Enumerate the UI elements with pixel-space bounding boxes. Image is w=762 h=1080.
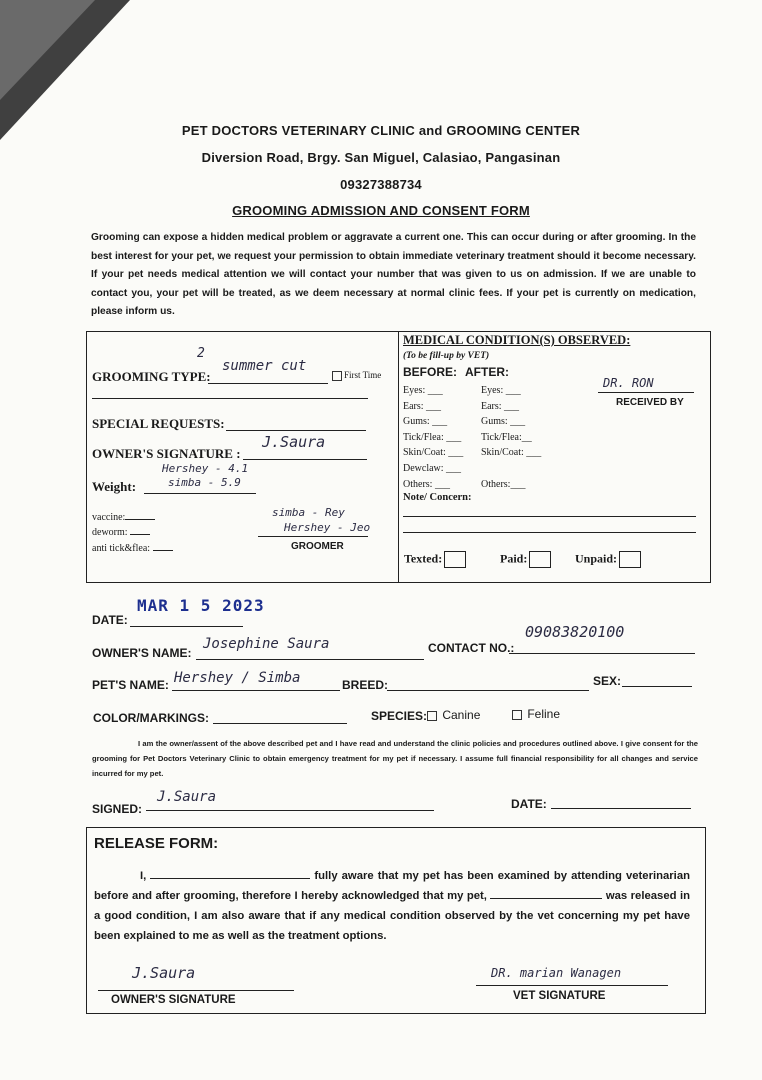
before-tick-label: Tick/Flea: xyxy=(403,431,444,443)
owner-release-signature: J.Saura xyxy=(132,964,196,982)
feline-label: Feline xyxy=(527,707,561,721)
before-items: Eyes: ___ Ears: ___ Gums: ___ Tick/Flea: ___ Skin/Coat: ___ Dewclaw: ___ Others: ___ xyxy=(403,385,464,490)
antitick-field xyxy=(92,543,173,554)
clinic-name: PET DOCTORS VETERINARY CLINIC and GROOMING CENTER xyxy=(181,123,581,138)
received-by-line xyxy=(598,392,694,393)
after-eyes-label: Eyes: xyxy=(481,385,504,396)
note-line-1 xyxy=(403,516,696,517)
after-label: AFTER: xyxy=(465,365,509,379)
clinic-phone: 09327388734 xyxy=(340,177,422,192)
contact-label: CONTACT NO.: xyxy=(428,641,515,655)
after-gums-label: Gums: xyxy=(481,416,508,428)
clinic-address: Diversion Road, Brgy. San Miguel, Calasiao, Pangasinan xyxy=(201,150,561,165)
note-line-2 xyxy=(403,532,696,533)
canine-checkbox[interactable] xyxy=(427,711,437,721)
signed-line xyxy=(146,810,434,811)
grooming-type-value: summer cut xyxy=(222,358,307,374)
canine-label: Canine xyxy=(442,708,481,722)
paid-label: Paid: xyxy=(500,551,528,566)
grooming-type-extra-line xyxy=(92,398,368,399)
first-time-option xyxy=(332,370,381,381)
contact-line xyxy=(509,653,695,654)
deworm-label: deworm: xyxy=(92,527,128,538)
owner-signature-label: OWNER'S SIGNATURE : xyxy=(92,446,241,461)
special-requests-label: SPECIAL REQUESTS: xyxy=(92,416,225,431)
signed-value: J.Saura xyxy=(157,789,217,805)
received-by-label: RECEIVED BY xyxy=(616,397,684,408)
vet-signature-value: DR. marian Wanagen xyxy=(491,966,622,980)
before-dewclaw-label: Dewclaw: xyxy=(403,462,444,474)
received-by-value: DR. RON xyxy=(603,376,654,390)
owner-name-line xyxy=(196,659,424,660)
owner-name-label: OWNER'S NAME: xyxy=(92,646,192,660)
owner-release-sig-label: OWNER'S SIGNATURE xyxy=(111,994,236,1006)
owner-name-value: Josephine Saura xyxy=(203,636,330,652)
feline-checkbox[interactable] xyxy=(512,710,522,720)
owner-signature-value: J.Saura xyxy=(262,433,326,451)
after-others-label: Others: xyxy=(481,478,511,490)
intro-paragraph: Grooming can expose a hidden medical problem or aggravate a current one. This can occur during or after grooming. In the best interest for your pet, we request your permission to obtain immediate veterinary treatment should it become necessary. If your pet needs medical attention we will contact your number that was given to us on admission. If we are unable to contact you, your pet will be treated, as we deem necessary at normal clinic fees. If your pet is currently on medication, please inform us. xyxy=(91,232,696,317)
before-eyes-label: Eyes: xyxy=(403,385,426,396)
texted-field xyxy=(404,551,466,568)
medical-subtitle: (To be fill-up by VET) xyxy=(403,351,490,361)
medical-title: MEDICAL CONDITION(S) OBSERVED: xyxy=(403,333,631,347)
after-items: Eyes: ___ Ears: ___ Gums: ___ Tick/Flea:__ Skin/Coat: ___ Others:___ xyxy=(481,385,542,490)
date-label: DATE: xyxy=(92,613,128,627)
release-text-part2: fully aware that my pet has been examined by attending veterinarian before and after grooming, therefore I hereby acknowledged that my pet, xyxy=(94,870,691,902)
date-stamp: MAR 1 5 2023 xyxy=(137,596,265,615)
unpaid-label: Unpaid: xyxy=(575,551,618,566)
color-label: COLOR/MARKINGS: xyxy=(93,711,209,725)
antitick-label: anti tick&flea: xyxy=(92,543,151,554)
sex-line xyxy=(622,686,692,687)
release-title: RELEASE FORM: xyxy=(94,835,219,852)
first-time-label: First Time xyxy=(344,370,382,380)
groomer-value-1: simba - Rey xyxy=(272,506,345,519)
release-text xyxy=(94,866,690,946)
species-feline-option xyxy=(512,707,560,721)
note-label: Note/ Concern: xyxy=(403,492,472,503)
contact-value: 09083820100 xyxy=(525,623,625,641)
consent-date-line xyxy=(551,808,691,809)
pet-name-label: PET'S NAME: xyxy=(92,678,169,692)
weight-value-2: simba - 5.9 xyxy=(168,476,241,489)
grooming-type-line xyxy=(208,383,328,384)
weight-value-1: Hershey - 4.1 xyxy=(162,462,249,475)
before-skin-label: Skin/Coat: xyxy=(403,447,446,459)
signed-label: SIGNED: xyxy=(92,802,143,816)
before-label: BEFORE: xyxy=(403,365,457,379)
breed-label: BREED: xyxy=(342,678,389,692)
pet-name-value: Hershey / Simba xyxy=(174,670,301,686)
form-title: GROOMING ADMISSION AND CONSENT FORM xyxy=(232,203,530,218)
weight-line xyxy=(144,493,256,494)
species-label: SPECIES: xyxy=(371,709,428,723)
date-line xyxy=(130,626,243,627)
vaccine-field xyxy=(92,512,155,523)
release-name-blank xyxy=(150,878,310,879)
after-tick-label: Tick/Flea: xyxy=(481,431,522,443)
grooming-type-number: 2 xyxy=(197,346,205,361)
vet-sig-line xyxy=(476,985,668,986)
weight-label: Weight: xyxy=(92,479,137,494)
texted-checkbox[interactable] xyxy=(444,551,466,568)
before-others-label: Others: xyxy=(403,478,433,490)
breed-line xyxy=(387,690,589,691)
section-divider xyxy=(398,331,399,582)
special-requests-line xyxy=(226,430,366,431)
vaccine-label: vaccine: xyxy=(92,512,126,523)
owner-release-sig-line xyxy=(98,990,294,991)
before-ears-label: Ears: xyxy=(403,400,424,412)
paid-checkbox[interactable] xyxy=(529,551,551,568)
unpaid-checkbox[interactable] xyxy=(619,551,641,568)
grooming-type-label: GROOMING TYPE: xyxy=(92,369,211,384)
consent-date-label: DATE: xyxy=(511,797,547,811)
owner-signature-line xyxy=(243,459,367,460)
groomer-line xyxy=(258,536,368,537)
release-pet-blank xyxy=(490,898,602,899)
unpaid-field xyxy=(575,551,641,568)
before-gums-label: Gums: xyxy=(403,416,430,428)
after-ears-label: Ears: xyxy=(481,400,502,412)
deworm-field xyxy=(92,527,150,538)
pet-name-line xyxy=(172,690,340,691)
release-text-part3: was released in a good condition, I am also aware that if any medical condition observed by the vet concerning my pet have been explained to me as well as the treatment options. xyxy=(94,890,690,942)
scan-corner-fold xyxy=(0,0,95,100)
groomer-label: GROOMER xyxy=(291,541,344,552)
texted-label: Texted: xyxy=(404,551,443,566)
first-time-checkbox[interactable] xyxy=(332,371,342,381)
consent-text: I am the owner/assent of the above described pet and I have read and understand the clinic policies and procedures outlined above. I give consent for the grooming for Pet Doctors Veterinary Clinic to obtain emergency treatment for my pet if necessary. I assume full financial responsibility for all changes and service incurred for my pet. xyxy=(92,739,698,778)
release-text-i: I, xyxy=(140,870,147,882)
vet-sig-label: VET SIGNATURE xyxy=(513,990,606,1002)
sex-label: SEX: xyxy=(593,674,622,688)
color-line xyxy=(213,723,347,724)
species-canine-option xyxy=(427,708,480,722)
groomer-value-2: Hershey - Jeo xyxy=(284,521,371,534)
paid-field xyxy=(500,551,551,568)
after-skin-label: Skin/Coat: xyxy=(481,447,524,459)
